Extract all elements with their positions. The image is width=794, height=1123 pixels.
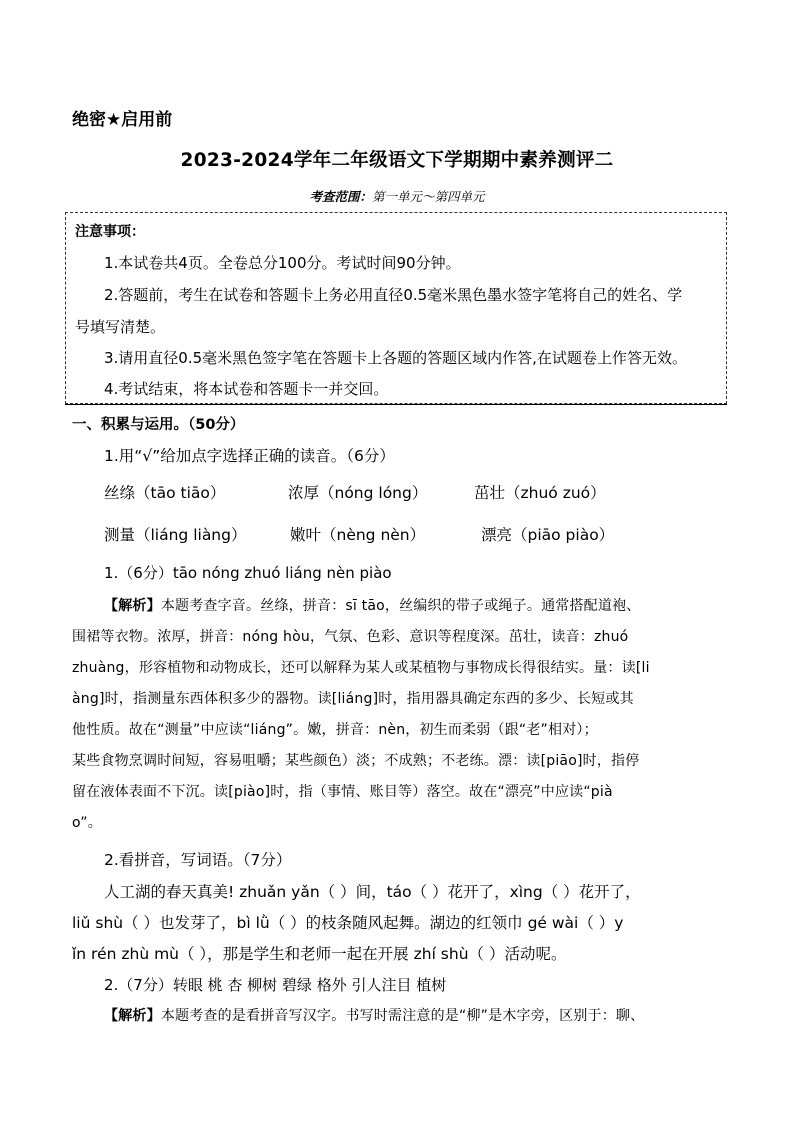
pinyin-choice: 嫩叶（nèng nèn） [290,526,426,544]
analysis-line [104,595,640,615]
notice-item: 1.本试卷共4页。全卷总分100分。考试时间90分钟。 [104,254,461,272]
question-2-line: liǔ shù（ ）也发芽了，bì lǜ（ ）的枝条随风起舞。湖边的红领巾 gé wài（ ）y [72,914,624,932]
pinyin-choice: 茁壮（zhuó zuó） [474,484,606,502]
analysis-line: 他性质。故在“测量”中应读“liáng”。嫩，拼音：nèn，初生而柔弱（跟“老”相对）； [72,722,598,738]
analysis-line [104,1005,644,1025]
question-2-line: 人工湖的春天真美! zhuǎn yǎn（ ）间，táo（ ）花开了，xìng（ ）花开了， [104,883,641,901]
notice-title: 注意事项： [75,224,145,240]
question-1-answer: 1.（6分）tāo nóng zhuó liáng nèn piào [104,564,392,582]
analysis-line: o”。 [72,815,102,831]
analysis-line: 某些食物烹调时间短，容易咀嚼；某些颜色）淡；不成熟；不老练。漂：读[piāo]时，指停 [72,753,640,769]
notice-item: 号填写清楚。 [75,318,166,336]
pinyin-choice: 浓厚（nóng lóng） [288,484,428,502]
question-2-prompt: 2.看拼音，写词语。（7分） [104,851,292,869]
analysis-line: àng]时，指测量东西体积多少的器物。读[liáng]时，指用器具确定东西的多少、长短或其 [72,691,634,707]
section-title: 一、积累与运用。（50分） [72,417,245,433]
pinyin-choice: 丝绦（tāo tiāo） [104,484,226,502]
notice-item: 3.请用直径0.5毫米黑色签字笔在答题卡上各题的答题区域内作答,在试题卷上作答无效。 [104,349,687,367]
question-1-prompt: 1.用“√”给加点字选择正确的读音。（6分） [104,447,395,465]
analysis-line: zhuàng，形容植物和动物成长，还可以解释为某人或某植物与事物成长得很结实。量：读[li [72,660,650,676]
exam-scope [0,187,794,205]
notice-item: 2.答题前，考生在试卷和答题卡上务必用直径0.5毫米黑色墨水签字笔将自己的姓名、学 [104,286,683,304]
scope-label: 考查范围： [309,189,372,204]
section-divider [65,404,727,405]
analysis-line: 留在液体表面不下沉。读[piào]时，指（事情、账目等）落空。故在“漂亮”中应读“pià [72,784,613,800]
question-2-line: ǐn rén zhù mù（ ），那是学生和老师一起在开展 zhí shù（ ）活动呢。 [72,945,567,963]
analysis-line: 围裙等衣物。浓厚，拼音：nóng hòu，气氛、色彩、意识等程度深。茁壮，读音：zhuó [72,629,629,645]
analysis-tag: 【解析】 [104,1008,161,1024]
confidential-label: 绝密★启用前 [72,110,173,130]
question-2-answer: 2.（7分）转眼 桃 杏 柳树 碧绿 格外 引人注目 植树 [104,976,447,994]
notice-box [65,212,727,404]
exam-title: 2023-2024学年二年级语文下学期期中素养测评二 [180,150,614,171]
analysis-tag: 【解析】 [104,598,161,614]
pinyin-choice: 漂亮（piāo piào） [481,526,615,544]
scope-value: 第一单元～第四单元 [372,189,485,204]
pinyin-choice: 测量（liáng liàng） [104,526,247,544]
analysis-text: 本题考查的是看拼音写汉字。书写时需注意的是“柳”是木字旁，区别于：聊、 [160,1008,645,1024]
notice-item: 4.考试结束，将本试卷和答题卡一并交回。 [104,380,389,398]
analysis-text: 本题考查字音。丝绦，拼音：sī tāo，丝编织的带子或绳子。通常搭配道袍、 [160,598,641,614]
